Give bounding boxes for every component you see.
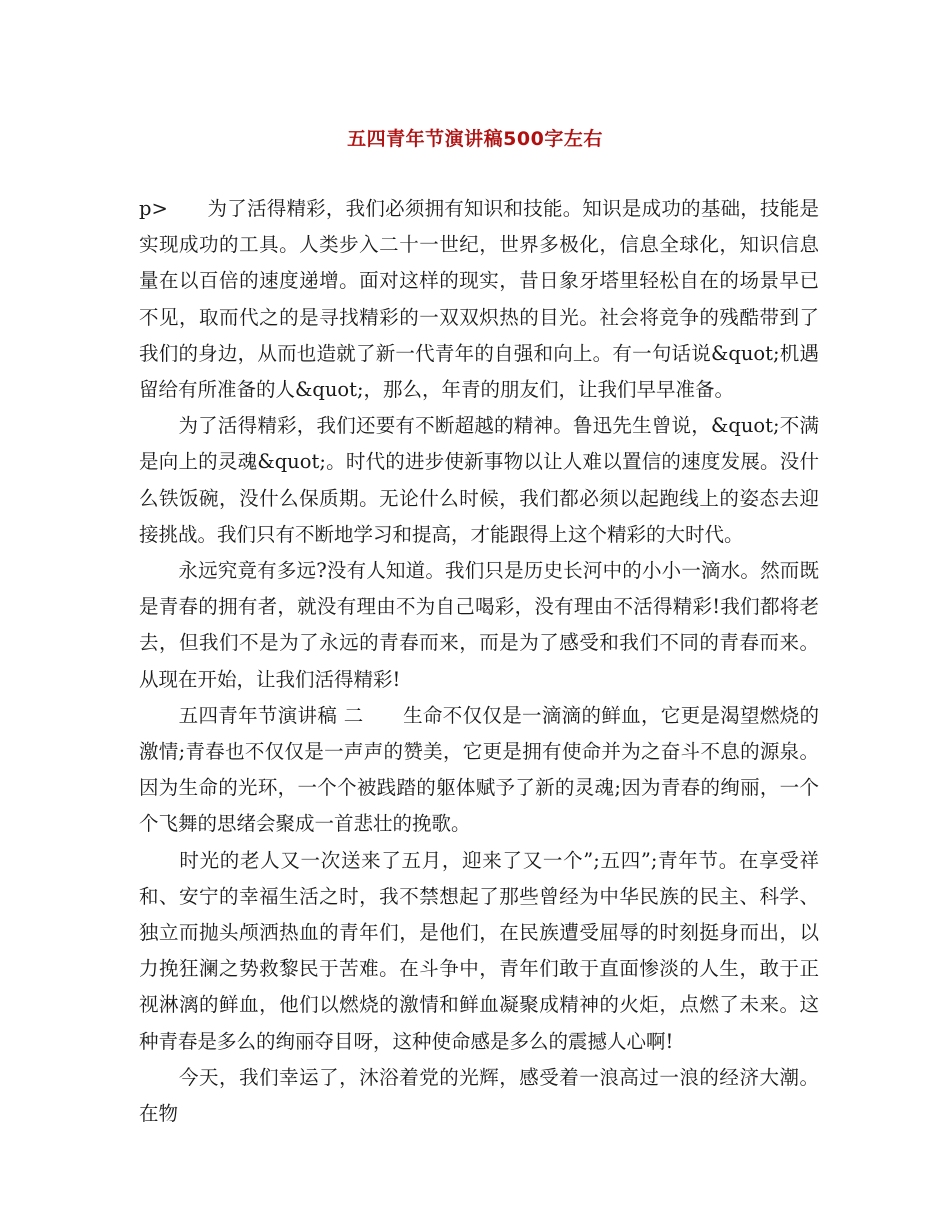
paragraph-4: 五四青年节演讲稿 二 生命不仅仅是一滴滴的鲜血，它更是渴望燃烧的激情;青春也不仅仅是一声声的赞美，它更是拥有使命并为之奋斗不息的源泉。因为生命的光环，一个个被践踏的躯体赋予了新的灵魂;因为青春的绚丽，一个个飞舞的思绪会聚成一首悲壮的挽歌。 xyxy=(139,703,819,836)
document-body xyxy=(139,191,819,1132)
paragraph-6: 今天，我们幸运了，沐浴着党的光辉，感受着一浪高过一浪的经济大潮。在物 xyxy=(139,1065,819,1126)
paragraph-5: 时光的老人又一次送来了五月，迎来了又一个”;五四”;青年节。在享受祥和、安宁的幸福生活之时，我不禁想起了那些曾经为中华民族的民主、科学、独立而抛头颅洒热血的青年们，是他们，在民族遭受屈辱的时刻挺身而出，以力挽狂澜之势救黎民于苦难。在斗争中，青年们敢于直面惨淡的人生，敢于正视淋漓的鲜血，他们以燃烧的激情和鲜血凝聚成精神的火炬，点燃了未来。这种青春是多么的绚丽夺目呀，这种使命感是多么的震撼人心啊! xyxy=(139,848,819,1053)
document-title: 五四青年节演讲稿500字左右 xyxy=(347,128,603,150)
paragraph-1: p> 为了活得精彩，我们必须拥有知识和技能。知识是成功的基础，技能是实现成功的工具。人类步入二十一世纪，世界多极化，信息全球化，知识信息量在以百倍的速度递增。面对这样的现实，昔日象牙塔里轻松自在的场景早已不见，取而代之的是寻找精彩的一双双炽热的目光。社会将竞争的残酷带到了我们的身边，从而也造就了新一代青年的自强和向上。有一句话说&quot;机遇留给有所准备的人&quot;，那么，年青的朋友们，让我们早早准备。 xyxy=(139,197,819,402)
paragraph-3: 永远究竟有多远?没有人知道。我们只是历史长河中的小小一滴水。然而既是青春的拥有者，就没有理由不为自己喝彩，没有理由不活得精彩!我们都将老去，但我们不是为了永远的青春而来，而是为了感受和我们不同的青春而来。从现在开始，让我们活得精彩! xyxy=(139,559,819,691)
paragraph-2: 为了活得精彩，我们还要有不断超越的精神。鲁迅先生曾说，&quot;不满是向上的灵魂&quot;。时代的进步使新事物以让人难以置信的速度发展。没什么铁饭碗，没什么保质期。无论什么时候，我们都必须以起跑线上的姿态去迎接挑战。我们只有不断地学习和提高，才能跟得上这个精彩的大时代。 xyxy=(139,414,819,546)
